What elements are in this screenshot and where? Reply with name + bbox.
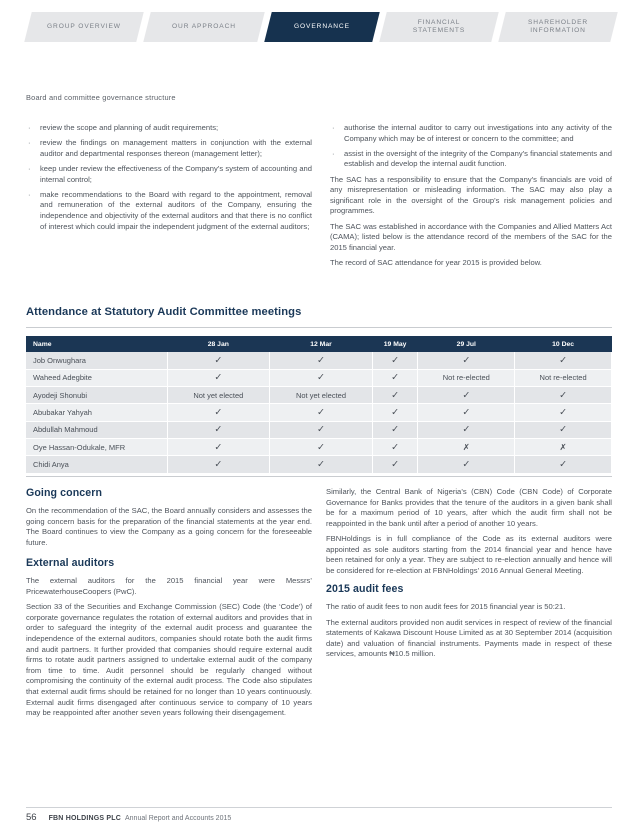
member-name-cell: Oye Hassan-Odukale, MFR [26,438,167,455]
bottom-left-column [26,487,312,723]
paragraph: FBNHoldings is in full compliance of the Code as its external auditors were appointed as sole auditors starting from the 2014 financial year and hence have been retained for only a year. They are subject to re-election annually and hence will be considered for re-election at FBNHoldings’ 2016 Annual General Meeting. [326,533,612,575]
attendance-cell: ✓ [515,387,612,404]
page-footer [26,812,231,823]
column-header: 10 Dec [515,336,612,352]
table-row [26,387,612,404]
attendance-cell: ✓ [167,369,270,386]
attendance-cell: ✓ [372,369,418,386]
table-row [26,352,612,369]
table-row [26,369,612,386]
attendance-cell: Not re-elected [515,369,612,386]
list-item: · keep under review the effectiveness of the Company’s system of accounting and internal control; [26,164,312,185]
table-row [26,456,612,473]
attendance-cell: ✓ [167,456,270,473]
table-row [26,438,612,455]
member-name-cell: Job Onwughara [26,352,167,369]
paragraph: Similarly, the Central Bank of Nigeria’s (CBN) Code (CBN Code) of Corporate Governance for Banks provides that the tenure of the auditors in a given bank shall be for a maximum period of 10 years, after which the audit firm shall not be reappointed in the bank until after a period of another 10 years. [326,487,612,528]
company-name: FBN HOLDINGS PLC [48,815,121,822]
audit-fees-heading: 2015 audit fees [326,583,404,596]
table-row [26,421,612,438]
going-concern-heading: Going concern [26,487,103,499]
attendance-cell: ✓ [270,369,373,386]
paragraph: The SAC was established in accordance with the Companies and Allied Matters Act (CAMA); listed below is the attendance record of the members of the SAC for the 2015 financial year. [330,221,612,252]
table-title: Attendance at Statutory Audit Committee meetings [26,306,302,318]
attendance-cell: Not yet elected [270,387,373,404]
tab-label: SHAREHOLDER INFORMATION [527,19,589,34]
attendance-cell: ✓ [270,438,373,455]
external-auditors-heading: External auditors [26,557,115,570]
paragraph: The ratio of audit fees to non audit fees for 2015 financial year is 50:21. [326,602,566,612]
attendance-cell: ✓ [167,438,270,455]
attendance-cell: ✓ [418,352,515,369]
column-header: 29 Jul [418,336,515,352]
paragraph: The external auditors for the 2015 financial year were Messrs’ PricewaterhouseCoopers (PwC). [26,576,312,596]
table-header-row [26,336,612,352]
attendance-cell: ✓ [515,421,612,438]
paragraph: The record of SAC attendance for year 2015 is provided below. [330,257,542,267]
column-header: 28 Jan [167,336,270,352]
responsibility-list [26,123,312,232]
top-left-column [26,123,312,237]
section-label: Board and committee governance structure [26,93,176,102]
tab-label: FINANCIAL STATEMENTS [412,19,466,34]
tab-label: GROUP OVERVIEW [47,23,121,30]
divider [26,327,612,328]
table-row [26,404,612,421]
tab-our-approach[interactable] [143,12,264,42]
attendance-cell: ✓ [515,404,612,421]
attendance-cell: ✓ [372,421,418,438]
document-title: Annual Report and Accounts 2015 [125,815,232,822]
attendance-cell: ✗ [418,438,515,455]
tab-governance[interactable] [264,12,379,42]
attendance-cell: ✓ [418,421,515,438]
tab-label: OUR APPROACH [172,23,236,30]
column-header: Name [26,336,167,352]
bottom-right-column [326,487,612,665]
tab-group-overview[interactable] [24,12,143,42]
attendance-cell: ✓ [270,456,373,473]
attendance-cell: ✓ [418,387,515,404]
tab-shareholder-information[interactable] [498,12,617,42]
attendance-table [26,336,612,474]
footer-divider [26,807,612,808]
attendance-cell: ✓ [515,352,612,369]
list-item: · authorise the internal auditor to carry out investigations into any activity of the Company which may be of interest or concern to the committee; and [330,123,612,144]
member-name-cell: Abdullah Mahmoud [26,421,167,438]
responsibility-list [330,123,612,170]
top-right-column [330,123,612,273]
attendance-cell: Not yet elected [167,387,270,404]
attendance-cell: ✓ [372,352,418,369]
member-name-cell: Waheed Adegbite [26,369,167,386]
attendance-cell: ✓ [515,456,612,473]
attendance-cell: ✓ [372,438,418,455]
paragraph: Section 33 of the Securities and Exchange Commission (SEC) Code (the ‘Code’) of corporate governance regulates the rotation of external auditors and provides that in order to safeguard the integrity of the external audit process and guarantee the independence of the external auditors, companies should rotate both the audit firms and audit partners. It further provided that companies should require external audit firms to rotate audit partners assigned to undertake external audit of the company from time to time. Audit personnel should be regularly changed without compromising the continuity of the external audit process. The Code also stipulates that external audit firms should be retained for no longer than 10 years continuously. External audit firms disengaged after continuous service to company of 10 years may be reappointed after another seven years following their disengagement. [26,602,312,718]
paragraph: The SAC has a responsibility to ensure that the Company’s financials are void of any misrepresentation or misleading information. The SAC may also play a significant role in the oversight of the Group’s risk management policies and programmes. [330,174,612,216]
attendance-cell: ✓ [270,352,373,369]
page-number: 56 [26,812,37,823]
attendance-cell: ✓ [418,404,515,421]
attendance-cell: ✓ [270,404,373,421]
attendance-cell: ✓ [167,352,270,369]
attendance-cell: ✓ [372,456,418,473]
list-item: · assist in the oversight of the integrity of the Company’s financial statements and establish and develop the internal audit function. [330,149,612,170]
top-navigation [26,12,612,42]
attendance-cell: ✓ [167,421,270,438]
list-item: · review the findings on management matters in conjunction with the external auditor and departmental responses thereon (management letter); [26,138,312,159]
attendance-cell: ✓ [372,404,418,421]
list-item: · review the scope and planning of audit requirements; [26,123,312,134]
tab-financial-statements[interactable] [379,12,498,42]
paragraph: On the recommendation of the SAC, the Board annually considers and assesses the going concern basis for the preparation of the financial statements at the year end. The Board continues to view the Company as a going concern for the foreseeable future. [26,506,312,547]
tab-label: GOVERNANCE [294,23,350,30]
member-name-cell: Abubakar Yahyah [26,404,167,421]
divider [26,476,612,477]
member-name-cell: Chidi Anya [26,456,167,473]
attendance-cell: ✓ [270,421,373,438]
paragraph: The external auditors provided non audit services in respect of review of the financial statements of Kakawa Discount House Limited as at 30 September 2014 (acquisition date) and valuation of financial instruments. Payments made in respect of these services, amounts ₦10.5 million. [326,617,612,659]
attendance-cell: ✗ [515,438,612,455]
list-item: · make recommendations to the Board with regard to the appointment, removal and remuneration of the external auditors of the Company, ensuring the independence and objectivity of the external auditors and that there is no conflict of interest which could impair the independent judgment of the external auditors; [26,190,312,232]
column-header: 12 Mar [270,336,373,352]
member-name-cell: Ayodeji Shonubi [26,387,167,404]
attendance-cell: ✓ [167,404,270,421]
attendance-cell: ✓ [418,456,515,473]
attendance-cell: ✓ [372,387,418,404]
attendance-cell: Not re-elected [418,369,515,386]
column-header: 19 May [372,336,418,352]
